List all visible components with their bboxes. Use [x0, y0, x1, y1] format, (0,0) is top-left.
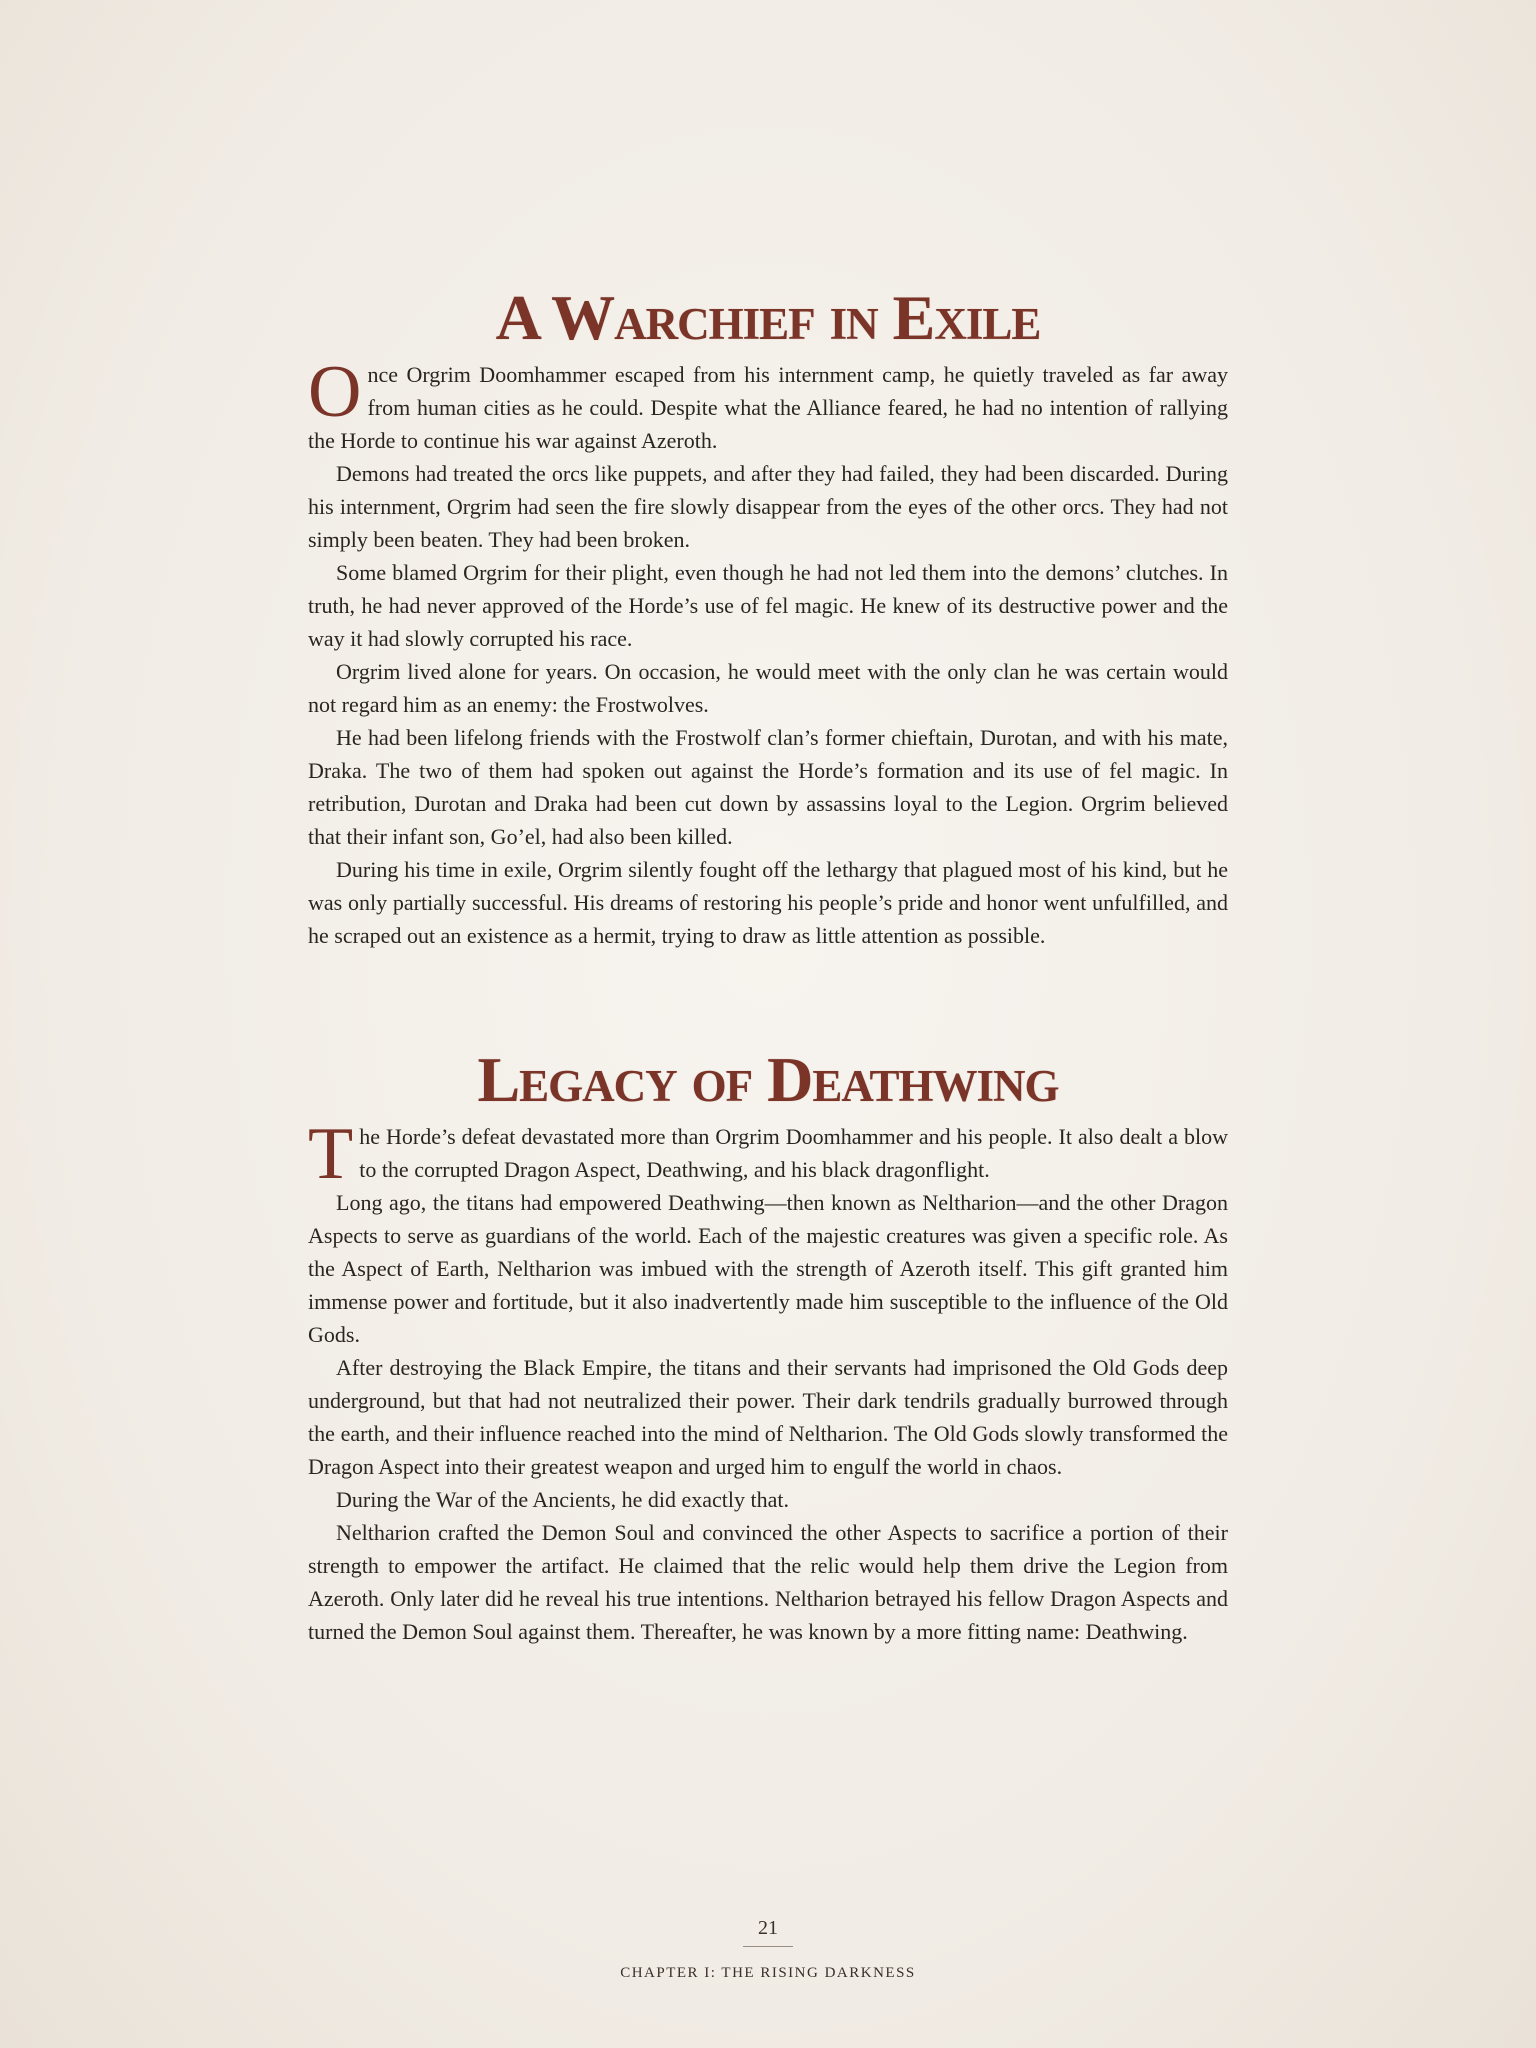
paragraph: He had been lifelong friends with the Frostwolf clan’s former chieftain, Durotan, and with his mate, Draka. The two of them had spoken out against the Horde’s formation and its use of fel magic. In retribution, Durotan and Draka had been cut down by assassins loyal to the Legion. Orgrim believed that their infant son, Go’el, had also been killed.: [308, 725, 1228, 849]
section-legacy-of-deathwing: [308, 1040, 1228, 1648]
paragraph: During his time in exile, Orgrim silently fought off the lethargy that plagued most of his kind, but he was only partially successful. His dreams of restoring his people’s pride and honor went unfulfilled, and he scraped out an existence as a hermit, trying to draw as little attention as possible.: [308, 857, 1228, 948]
page-footer: [0, 1916, 1536, 1983]
paragraph: Long ago, the titans had empowered Deathwing—then known as Neltharion—and the other Dragon Aspects to serve as guardians of the world. Each of the majestic creatures was given a specific role. As the Aspect of Earth, Neltharion was imbued with the strength of Azeroth itself. This gift granted him immense power and fortitude, but it also inadvertently made him susceptible to the influence of the Old Gods.: [308, 1190, 1228, 1347]
paragraph-text: nce Orgrim Doomhammer escaped from his internment camp, he quietly traveled as far away from human cities as he could. Despite what the Alliance feared, he had no intention of rallying the Horde to continue his war against Azeroth.: [308, 362, 1228, 453]
paragraph: After destroying the Black Empire, the titans and their servants had imprisoned the Old Gods deep underground, but that had not neutralized their power. Their dark tendrils gradually burrowed through the earth, and their influence reached into the mind of Neltharion. The Old Gods slowly transformed the Dragon Aspect into their greatest weapon and urged him to engulf the world in chaos.: [308, 1355, 1228, 1479]
chapter-label: CHAPTER I: THE RISING DARKNESS: [620, 1965, 916, 1981]
paragraph: Neltharion crafted the Demon Soul and convinced the other Aspects to sacrifice a portion of their strength to empower the artifact. He claimed that the relic would help them drive the Legion from Azeroth. Only later did he reveal his true intentions. Neltharion betrayed his fellow Dragon Aspects and turned the Demon Soul against them. Thereafter, he was known by a more fitting name: Deathwing.: [308, 1520, 1228, 1644]
section-body: [308, 1113, 1228, 1648]
paragraph-text: he Horde’s defeat devastated more than Orgrim Doomhammer and his people. It also dealt a blow to the corrupted Dragon Aspect, Deathwing, and his black dragonflight.: [359, 1124, 1228, 1182]
section-title: Legacy of Deathwing: [477, 1044, 1059, 1115]
paragraph: During the War of the Ancients, he did exactly that.: [336, 1487, 789, 1512]
dropcap: T: [308, 1113, 354, 1195]
paragraph: [308, 351, 1228, 457]
section-warchief-in-exile: [308, 278, 1228, 952]
page-content: [308, 278, 1228, 1644]
paragraph: Demons had treated the orcs like puppets, and after they had failed, they had been discarded. During his internment, Orgrim had seen the fire slowly disappear from the eyes of the other orcs. They had not simply been beaten. They had been broken.: [308, 461, 1228, 552]
paragraph: Orgrim lived alone for years. On occasion, he would meet with the only clan he was certain would not regard him as an enemy: the Frostwolves.: [308, 659, 1228, 717]
paragraph: [308, 1113, 1228, 1195]
section-title: A Warchief in Exile: [495, 282, 1041, 353]
page-number: 21: [758, 1917, 778, 1939]
paragraph: Some blamed Orgrim for their plight, even though he had not led them into the demons’ clutches. In truth, he had never approved of the Horde’s use of fel magic. He knew of its destructive power and the way it had slowly corrupted his race.: [308, 560, 1228, 651]
dropcap: O: [308, 351, 362, 433]
footer-divider: [743, 1946, 793, 1947]
section-body: [308, 351, 1228, 952]
